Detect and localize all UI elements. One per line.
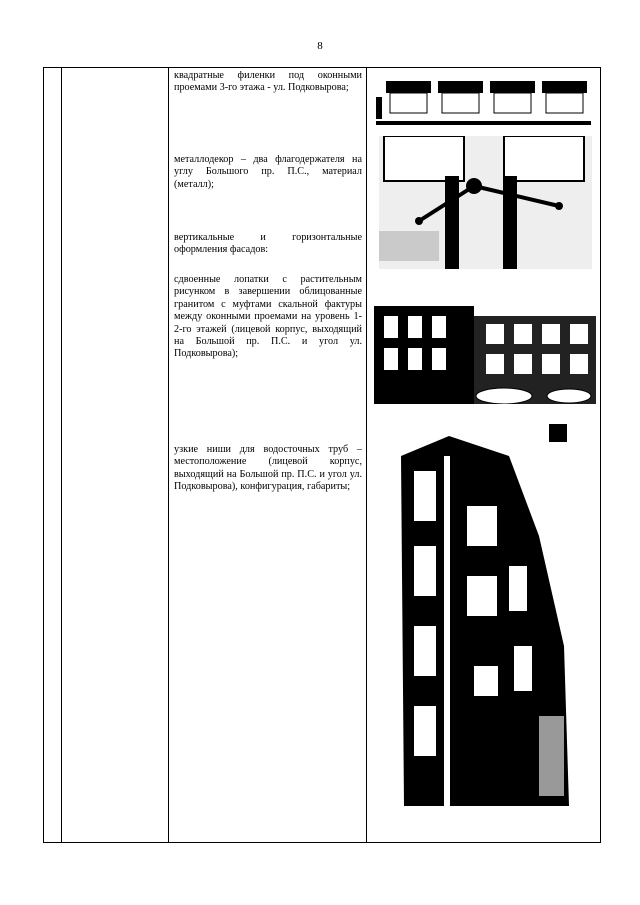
row-1-description: квадратные филенки под оконными проемами 3-го этажа - ул. Подковырова; xyxy=(174,70,362,94)
column-divider xyxy=(366,68,367,842)
pilasters-photo xyxy=(374,296,596,404)
page-number: 8 xyxy=(317,40,323,52)
row-3-description: вертикальные и горизонтальные оформления фасадов: xyxy=(174,232,362,256)
row-2-description: металлодекор – два флагодержателя на углу Большого пр. П.С., материал (металл); xyxy=(174,154,362,190)
row-4-description: сдвоенные лопатки с растительным рисунком в завершении облицованные гранитом с муфтами скальной фактуры между оконными проемами на уровень 1-2-го этажей (лицевой корпус, выходящий на Большой пр. П.С. и угол ул. Подковырова); xyxy=(174,274,362,360)
window-panels-photo xyxy=(376,77,591,132)
drainpipe-niches-photo xyxy=(389,416,579,810)
flag-holders-photo xyxy=(379,136,592,269)
objects-table xyxy=(43,67,601,843)
column-divider xyxy=(61,68,62,842)
column-divider xyxy=(168,68,169,842)
row-5-description: узкие ниши для водосточных труб – местоположение (лицевой корпус, выходящий на Большой пр. П.С. и угол ул. Подковырова), конфигурация, габариты; xyxy=(174,444,362,493)
